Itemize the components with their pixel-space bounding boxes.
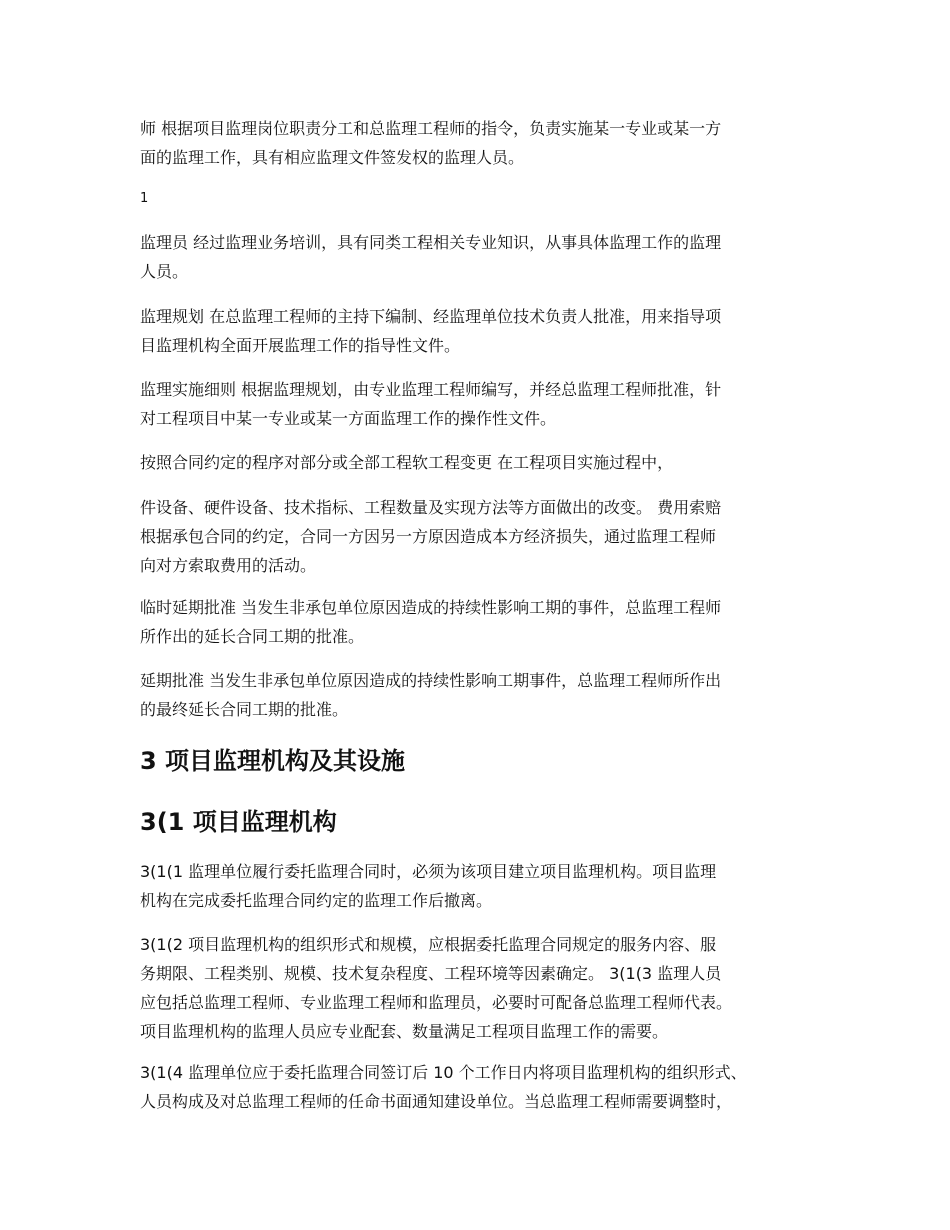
- paragraph-temporary-extension: [140, 593, 825, 651]
- text-line: 面的监理工作，具有相应监理文件签发权的监理人员。: [140, 148, 525, 167]
- paragraph-supervisor: [140, 228, 825, 286]
- text-line: 对工程项目中某一专业或某一方面监理工作的操作性文件。: [140, 409, 557, 428]
- text-line: 3(1(2 项目监理机构的组织形式和规模，应根据委托监理合同规定的服务内容、服: [140, 935, 717, 954]
- text-line: 3(1(1 监理单位履行委托监理合同时，必须为该项目建立项目监理机构。项目监理: [140, 862, 717, 881]
- paragraph-cost-claim: [140, 493, 825, 580]
- clause-3-1-4: [140, 1058, 825, 1116]
- subsection-heading: [140, 805, 825, 839]
- text-line: 延期批准 当发生非承包单位原因造成的持续性影响工期事件，总监理工程师所作出: [140, 671, 722, 690]
- paragraph-specialist-engineer: [140, 114, 825, 172]
- clause-3-1-2: [140, 930, 825, 1046]
- text-line: 务期限、工程类别、规模、技术复杂程度、工程环境等因素确定。 3(1(3 监理人员: [140, 964, 722, 983]
- section-heading: [140, 744, 825, 778]
- text-line: 师 根据项目监理岗位职责分工和总监理工程师的指令，负责实施某一专业或某一方: [140, 119, 722, 138]
- text-line: 目监理机构全面开展监理工作的指导性文件。: [140, 336, 461, 355]
- text-line: 的最终延长合同工期的批准。: [140, 700, 349, 719]
- paragraph-engineering-change: [140, 448, 825, 477]
- text-line: 所作出的延长合同工期的批准。: [140, 627, 365, 646]
- text-line: 向对方索取费用的活动。: [140, 556, 317, 575]
- text-line: 应包括总监理工程师、专业监理工程师和监理员，必要时可配备总监理工程师代表。: [140, 993, 733, 1012]
- text-line: 监理实施细则 根据监理规划，由专业监理工程师编写，并经总监理工程师批准，针: [140, 380, 722, 399]
- text-line: 件设备、硬件设备、技术指标、工程数量及实现方法等方面做出的改变。 费用索赔: [140, 498, 722, 517]
- subsection-title: 3(1 项目监理机构: [140, 808, 337, 836]
- text-line: 临时延期批准 当发生非承包单位原因造成的持续性影响工期的事件，总监理工程师: [140, 598, 722, 617]
- paragraph-supervision-plan: [140, 302, 825, 360]
- page-number-text: 1: [140, 191, 149, 206]
- text-line: 人员构成及对总监理工程师的任命书面通知建设单位。当总监理工程师需要调整时，: [140, 1092, 733, 1111]
- text-line: 项目监理机构的监理人员应专业配套、数量满足工程项目监理工作的需要。: [140, 1022, 669, 1041]
- text-line: 人员。: [140, 262, 189, 281]
- clause-3-1-1: [140, 857, 825, 915]
- text-line: 3(1(4 监理单位应于委托监理合同签订后 10 个工作日内将项目监理机构的组织形式、: [140, 1063, 747, 1082]
- page-number: [140, 184, 825, 213]
- text-line: 监理规划 在总监理工程师的主持下编制、经监理单位技术负责人批准，用来指导项: [140, 307, 722, 326]
- text-line: 按照合同约定的程序对部分或全部工程软工程变更 在工程项目实施过程中，: [140, 453, 674, 472]
- section-title: 3 项目监理机构及其设施: [140, 747, 406, 775]
- text-line: 机构在完成委托监理合同约定的监理工作后撤离。: [140, 891, 493, 910]
- text-line: 监理员 经过监理业务培训，具有同类工程相关专业知识，从事具体监理工作的监理: [140, 233, 722, 252]
- paragraph-implementation-rules: [140, 375, 825, 433]
- text-line: 根据承包合同的约定，合同一方因另一方原因造成本方经济损失，通过监理工程师: [140, 527, 717, 546]
- paragraph-extension-approval: [140, 666, 825, 724]
